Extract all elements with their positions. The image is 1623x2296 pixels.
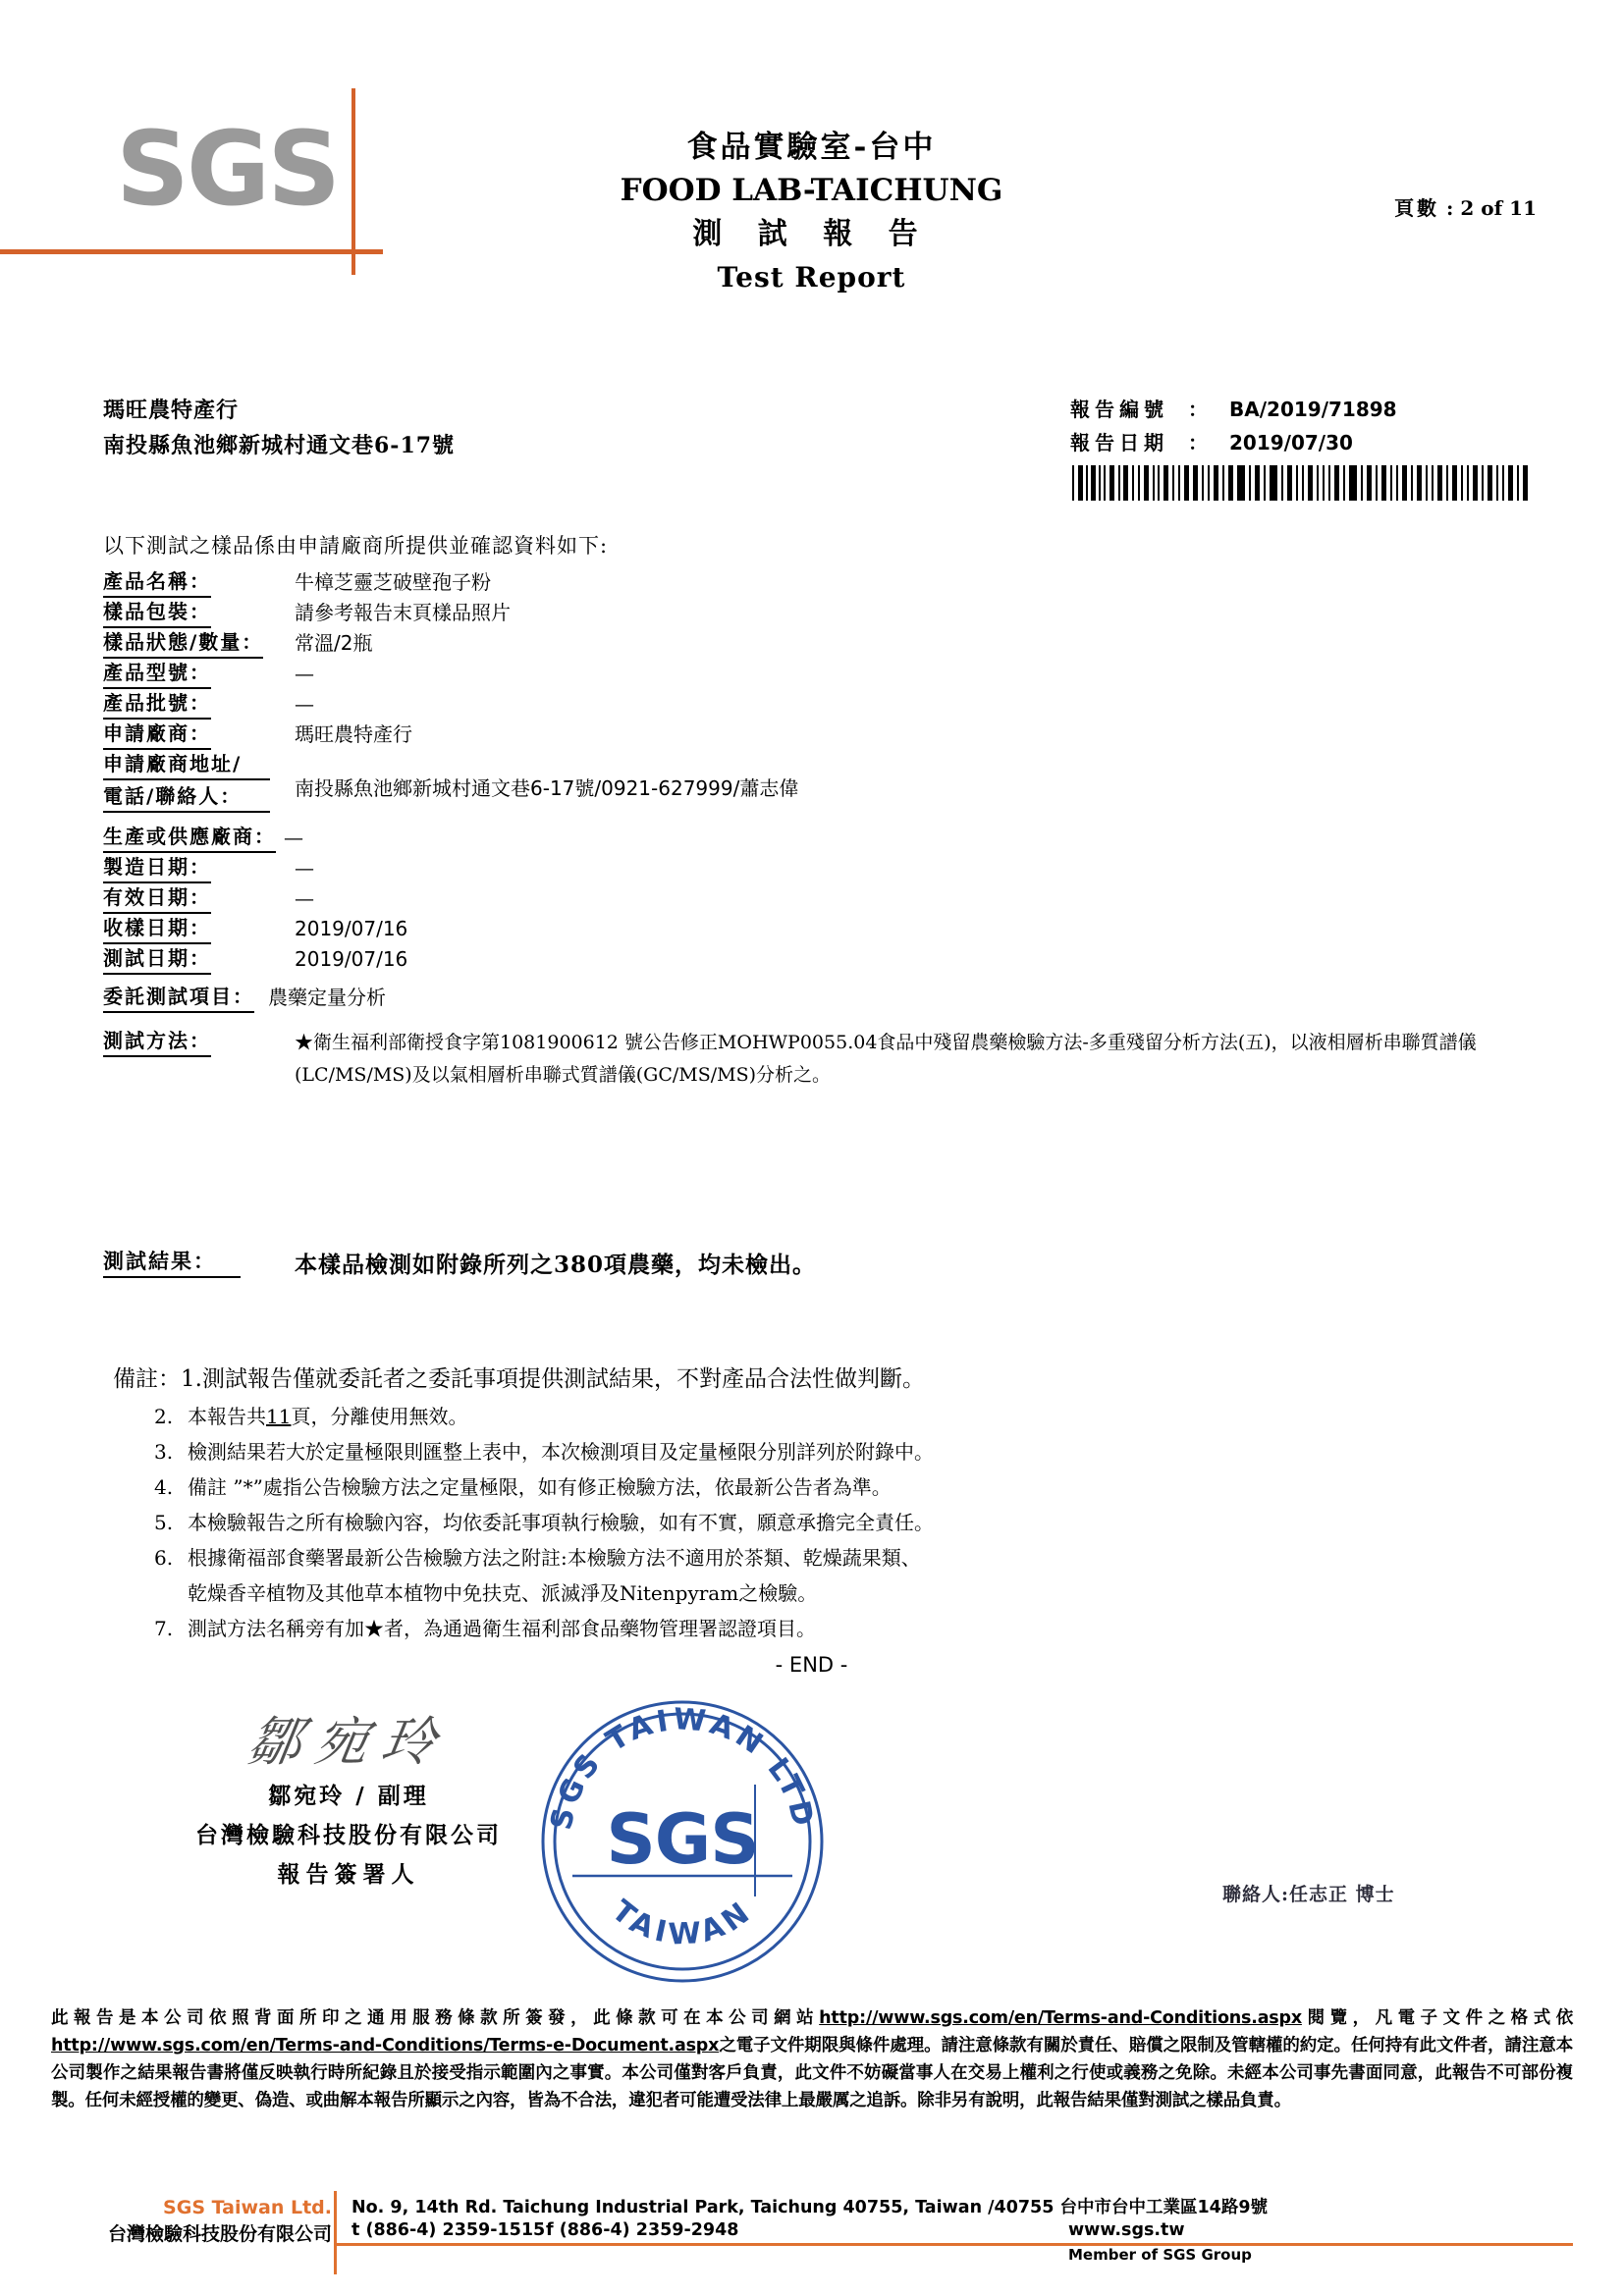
- remark-text-post: 頁，分離使用無效。: [291, 1405, 468, 1428]
- remark-number: 7.: [154, 1617, 174, 1640]
- field-row-manufacture-date: [103, 853, 1527, 883]
- report-date-row: [1070, 426, 1542, 459]
- field-row-test-item: [103, 983, 1527, 1013]
- field-label: 收樣日期：: [103, 914, 211, 944]
- lab-name-en: FOOD LAB-TAICHUNG: [620, 173, 1003, 208]
- remark-row-7: [154, 1611, 1488, 1646]
- field-row-supplier: [103, 823, 1527, 853]
- report-date-value: 2019/07/30: [1229, 431, 1353, 454]
- remark-text-underlined: 11: [266, 1405, 292, 1428]
- field-value: —: [295, 662, 314, 685]
- svg-text:SGS TAIWAN LTD: SGS TAIWAN LTD: [544, 1702, 821, 1834]
- contact-person: 聯絡人:任志正 博士: [1222, 1884, 1395, 1905]
- remarks-block: [113, 1360, 1488, 1646]
- test-result-block: [103, 1247, 816, 1279]
- intro-line: 以下測試之樣品係由申請廠商所提供並確認資料如下:: [103, 534, 609, 558]
- field-row-test-method: [103, 1027, 1527, 1092]
- field-value: —: [284, 826, 303, 849]
- field-row-test-date: [103, 944, 1527, 975]
- e-document-terms-link[interactable]: http://www.sgs.com/en/Terms-and-Conditions/Terms-e-Document.aspx: [51, 2036, 720, 2056]
- footer-fax: f (886-4) 2359-2948: [546, 2220, 739, 2240]
- remark-text: 根據衛福部食藥署最新公告檢驗方法之附註:本檢驗方法不適用於茶類、乾燥蔬果類、: [188, 1546, 921, 1570]
- signer-name-role: 鄒宛玲 / 副理: [268, 1783, 429, 1809]
- footer-company-en: SGS Taiwan Ltd.: [163, 2197, 332, 2218]
- client-name: 瑪旺農特產行: [103, 398, 240, 423]
- field-value: 牛樟芝靈芝破壁孢子粉: [295, 570, 491, 594]
- remark-number: 6.: [154, 1546, 174, 1570]
- remark-number: 5.: [154, 1511, 174, 1534]
- client-address: 南投縣魚池鄉新城村通文巷6-17號: [103, 433, 456, 458]
- field-label: 樣品狀態/數量：: [103, 628, 263, 659]
- field-row-receipt-date: [103, 914, 1527, 944]
- report-number-colon: ：: [1188, 398, 1208, 421]
- report-title-block: [0, 126, 1623, 298]
- field-value: 農藥定量分析: [268, 986, 386, 1009]
- disclaimer-text: [51, 2004, 1573, 2114]
- field-value: 2019/07/16: [295, 917, 408, 940]
- field-value: 請參考報告末頁樣品照片: [295, 601, 511, 624]
- field-label: 委託測試項目：: [103, 983, 254, 1013]
- meta-section: [0, 393, 1623, 510]
- report-meta-block: [1070, 393, 1542, 501]
- field-row-sample-package: [103, 598, 1527, 628]
- remark-text: 本檢驗報告之所有檢驗內容，均依委託事項執行檢驗，如有不實，願意承擔完全責任。: [188, 1511, 934, 1534]
- signature-block: [142, 1708, 555, 1895]
- page-header: [0, 0, 1623, 294]
- field-row-product-model: [103, 659, 1527, 689]
- field-value: 常溫/2瓶: [295, 631, 373, 655]
- remark-row-2: [154, 1399, 1488, 1434]
- field-label: 產品型號：: [103, 659, 211, 689]
- sample-info-fields: [103, 567, 1527, 1092]
- client-block: [103, 393, 455, 463]
- remark-row-5: [154, 1505, 1488, 1540]
- remark-row-6: [154, 1540, 1488, 1575]
- field-label: 產品批號：: [103, 689, 211, 720]
- page-number-value: : 2 of 11: [1446, 196, 1537, 220]
- signer-title: 報告簽署人: [277, 1861, 420, 1888]
- report-date-colon: ：: [1188, 431, 1208, 454]
- end-marker: - END -: [775, 1653, 848, 1677]
- field-value: 南投縣魚池鄉新城村通文巷6-17號/0921-627999/蕭志偉: [295, 776, 799, 800]
- remark-row-4: [154, 1469, 1488, 1505]
- field-label: 樣品包裝：: [103, 598, 211, 628]
- signer-company: 台灣檢驗科技股份有限公司: [195, 1822, 502, 1848]
- footer-contact-block: [352, 2195, 1579, 2264]
- field-label-line2: 電話/聯絡人：: [103, 782, 270, 813]
- remark-text-pre: 本報告共: [188, 1405, 266, 1428]
- report-number-row: [1070, 393, 1542, 426]
- handwritten-signature: 鄒宛玲: [243, 1711, 455, 1773]
- footer-address: No. 9, 14th Rd. Taichung Industrial Park, Taichung 40755, Taiwan /40755 台中市台中工業區14路9號: [352, 2198, 1269, 2217]
- remark-number: 3.: [154, 1440, 174, 1464]
- field-label: 有效日期：: [103, 883, 211, 914]
- footer-website[interactable]: www.sgs.tw: [1068, 2220, 1185, 2240]
- report-number-value: BA/2019/71898: [1229, 398, 1397, 421]
- field-row-applicant: [103, 720, 1527, 750]
- remark-text: 備註 ”*”處指公告檢驗方法之定量極限，如有修正檢驗方法，依最新公告者為準。: [188, 1475, 892, 1499]
- field-label: 測試方法：: [103, 1027, 211, 1057]
- footer-company-block: [59, 2195, 332, 2248]
- remark-text: 檢測結果若大於定量極限則匯整上表中，本次檢測項目及定量極限分別詳列於附錄中。: [188, 1440, 934, 1464]
- page-footer: [0, 2195, 1623, 2293]
- field-value: —: [295, 692, 314, 716]
- report-date-label: 報告日期: [1070, 431, 1168, 454]
- remark-row-1: [113, 1360, 1488, 1399]
- disclaimer-part-1: 此報告是本公司依照背面所印之通用服務條款所簽發，此條款可在本公司網站: [51, 2008, 820, 2028]
- test-method-text: ★衛生福利部衛授食字第1081900612 號公告修正MOHWP0055.04食品中殘留農藥檢驗方法-多重殘留分析方法(五)，以液相層析串聯質譜儀 (LC/MS/MS)及以氣相層析串聯式質譜儀(GC/MS/MS)分析之。: [295, 1032, 1477, 1086]
- sgs-official-seal: [535, 1694, 830, 1989]
- field-value: 瑪旺農特產行: [295, 722, 412, 746]
- remark-text: [188, 1399, 467, 1434]
- field-row-expiry-date: [103, 883, 1527, 914]
- footer-telephone: t (886-4) 2359-1515: [352, 2220, 546, 2240]
- report-title-cn: 測 試 報 告: [692, 217, 931, 251]
- disclaimer-part-2: 閱覽，凡電子文件之格式依: [1301, 2008, 1573, 2028]
- remark-number: 2.: [154, 1405, 174, 1428]
- field-label: 產品名稱：: [103, 567, 211, 598]
- lab-name-cn: 食品實驗室-台中: [686, 130, 937, 165]
- test-result-value: 本樣品檢測如附錄所列之380項農藥，均未檢出。: [295, 1252, 817, 1278]
- report-title-en: Test Report: [717, 261, 906, 294]
- field-row-product-name: [103, 567, 1527, 598]
- footer-member-note: Member of SGS Group: [1068, 2246, 1252, 2264]
- field-value: 2019/07/16: [295, 947, 408, 971]
- field-value: —: [295, 886, 314, 910]
- remark-text: 測試方法名稱旁有加★者，為通過衛生福利部食品藥物管理署認證項目。: [188, 1617, 816, 1640]
- test-result-label: 測試結果：: [103, 1247, 241, 1278]
- terms-conditions-link[interactable]: http://www.sgs.com/en/Terms-and-Conditions.aspx: [819, 2008, 1302, 2028]
- footer-contact-row: [352, 2220, 1579, 2248]
- remark-row-6-continuation: 乾燥香辛植物及其他草本植物中免扶克、派滅淨及Nitenpyram之檢驗。: [188, 1581, 818, 1605]
- footer-company-cn: 台灣檢驗科技股份有限公司: [107, 2223, 332, 2245]
- svg-text:SGS: SGS: [606, 1799, 759, 1880]
- svg-text:TAIWAN: TAIWAN: [605, 1893, 760, 1952]
- field-row-product-batch: [103, 689, 1527, 720]
- field-value: —: [295, 856, 314, 880]
- sgs-logo-text: SGS: [116, 109, 339, 229]
- disclaimer-part-3: 之電子文件期限與條件處理。請注意條款有關於責任、賠償之限制及管轄權的約定。任何持有此文件者，請注意本公司製作之結果報告書將僅反映執行時所紀錄且於接受指示範圍內之事實。本公司僅對客戶負責，此文件不妨礙當事人在交易上權利之行使或義務之免除。未經本公司事先書面同意，此報告不可部份複製。任何未經授權的變更、偽造、或曲解本報告所顯示之內容，皆為不合法，違犯者可能遭受法律上最嚴厲之追訴。除非另有說明，此報告結果僅對測試之樣品負責。: [51, 2036, 1573, 2110]
- field-label: 測試日期：: [103, 944, 211, 975]
- field-row-applicant-address: [103, 750, 1527, 815]
- remark-row-3: [154, 1434, 1488, 1469]
- remark-number: 4.: [154, 1475, 174, 1499]
- report-number-label: 報告編號: [1070, 398, 1168, 421]
- remark-text: 測試報告僅就委託者之委託事項提供測試結果，不對產品合法性做判斷。: [201, 1366, 925, 1392]
- field-label: 製造日期：: [103, 853, 211, 883]
- page-number-label: 頁數: [1394, 196, 1440, 220]
- field-label: 申請廠商：: [103, 720, 211, 750]
- field-label: 生產或供應廠商：: [103, 823, 276, 853]
- field-row-sample-state-qty: [103, 628, 1527, 659]
- barcode: [1070, 465, 1532, 501]
- field-label-line1: 申請廠商地址/: [103, 750, 270, 780]
- remarks-title: 備註：: [113, 1366, 181, 1392]
- remark-number: 1.: [181, 1366, 202, 1392]
- page-number: [1394, 192, 1537, 221]
